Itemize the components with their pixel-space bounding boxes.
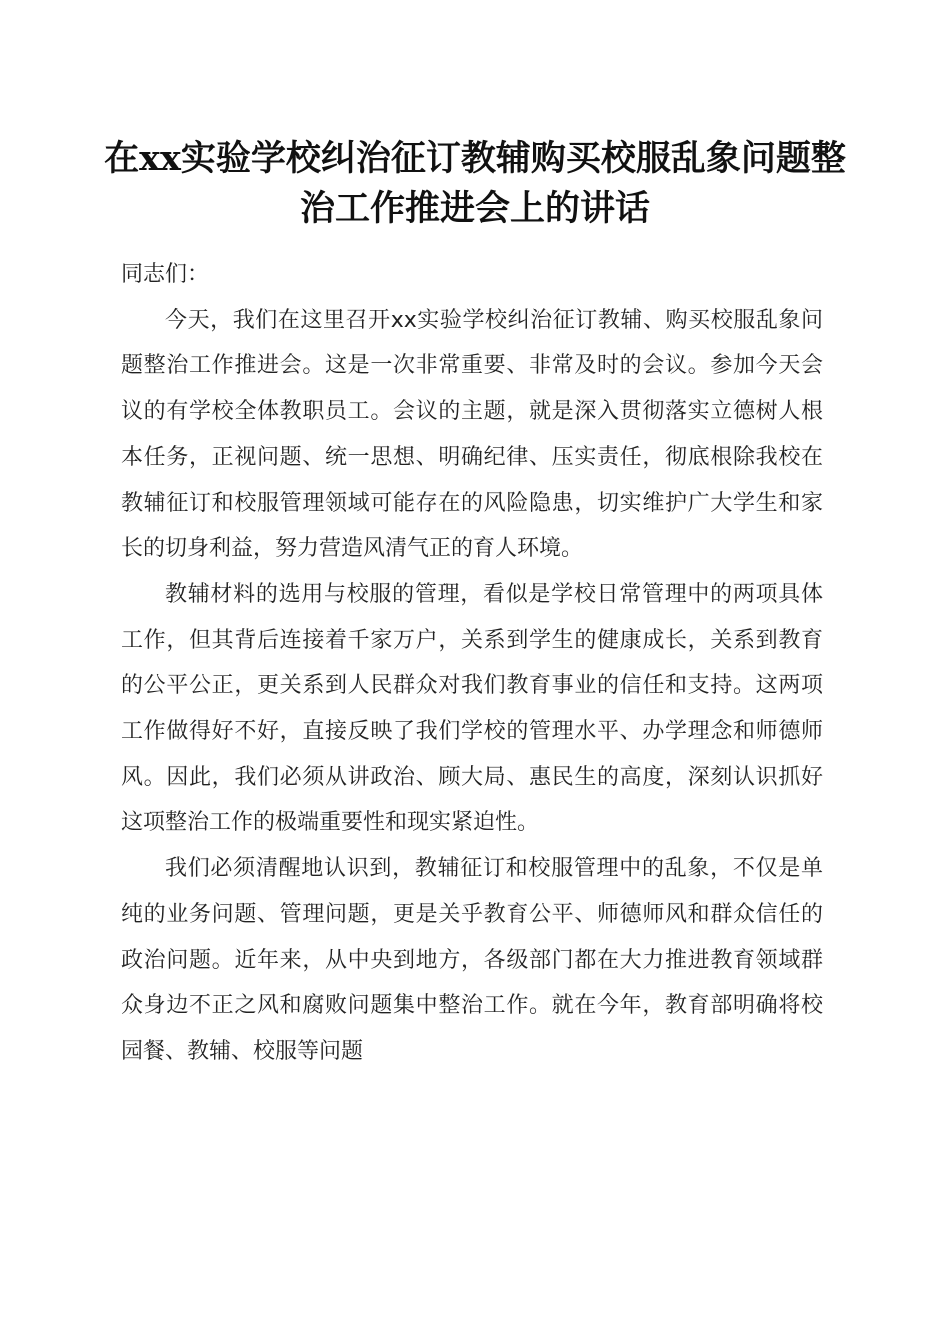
- document-body: [121, 252, 823, 1075]
- paragraph: 教辅材料的选用与校服的管理，看似是学校日常管理中的两项具体工作，但其背后连接着千家万户，关系到学生的健康成长，关系到教育的公平公正，更关系到人民群众对我们教育事业的信任和支持。这两项工作做得好不好，直接反映了我们学校的管理水平、办学理念和师德师风。因此，我们必须从讲政治、顾大局、惠民生的高度，深刻认识抓好这项整治工作的极端重要性和现实紧迫性。: [121, 581, 823, 836]
- paragraph: 今天，我们在这里召开xx实验学校纠治征订教辅、购买校服乱象问题整治工作推进会。这是一次非常重要、非常及时的会议。参加今天会议的有学校全体教职员工。会议的主题，就是深入贯彻落实立德树人根本任务，正视问题、统一思想、明确纪律、压实责任，彻底根除我校在教辅征订和校服管理领域可能存在的风险隐患，切实维护广大学生和家长的切身利益，努力营造风清气正的育人环境。: [121, 307, 823, 562]
- document-title: 在xx实验学校纠治征订教辅购买校服乱象问题整治工作推进会上的讲话: [104, 138, 846, 229]
- salutation: 同志们：: [121, 262, 210, 287]
- paragraph: 我们必须清醒地认识到，教辅征订和校服管理中的乱象，不仅是单纯的业务问题、管理问题，更是关乎教育公平、师德师风和群众信任的政治问题。近年来，从中央到地方，各级部门都在大力推进教育领域群众身边不正之风和腐败问题集中整治工作。就在今年，教育部明确将校园餐、教辅、校服等问题: [121, 856, 823, 1064]
